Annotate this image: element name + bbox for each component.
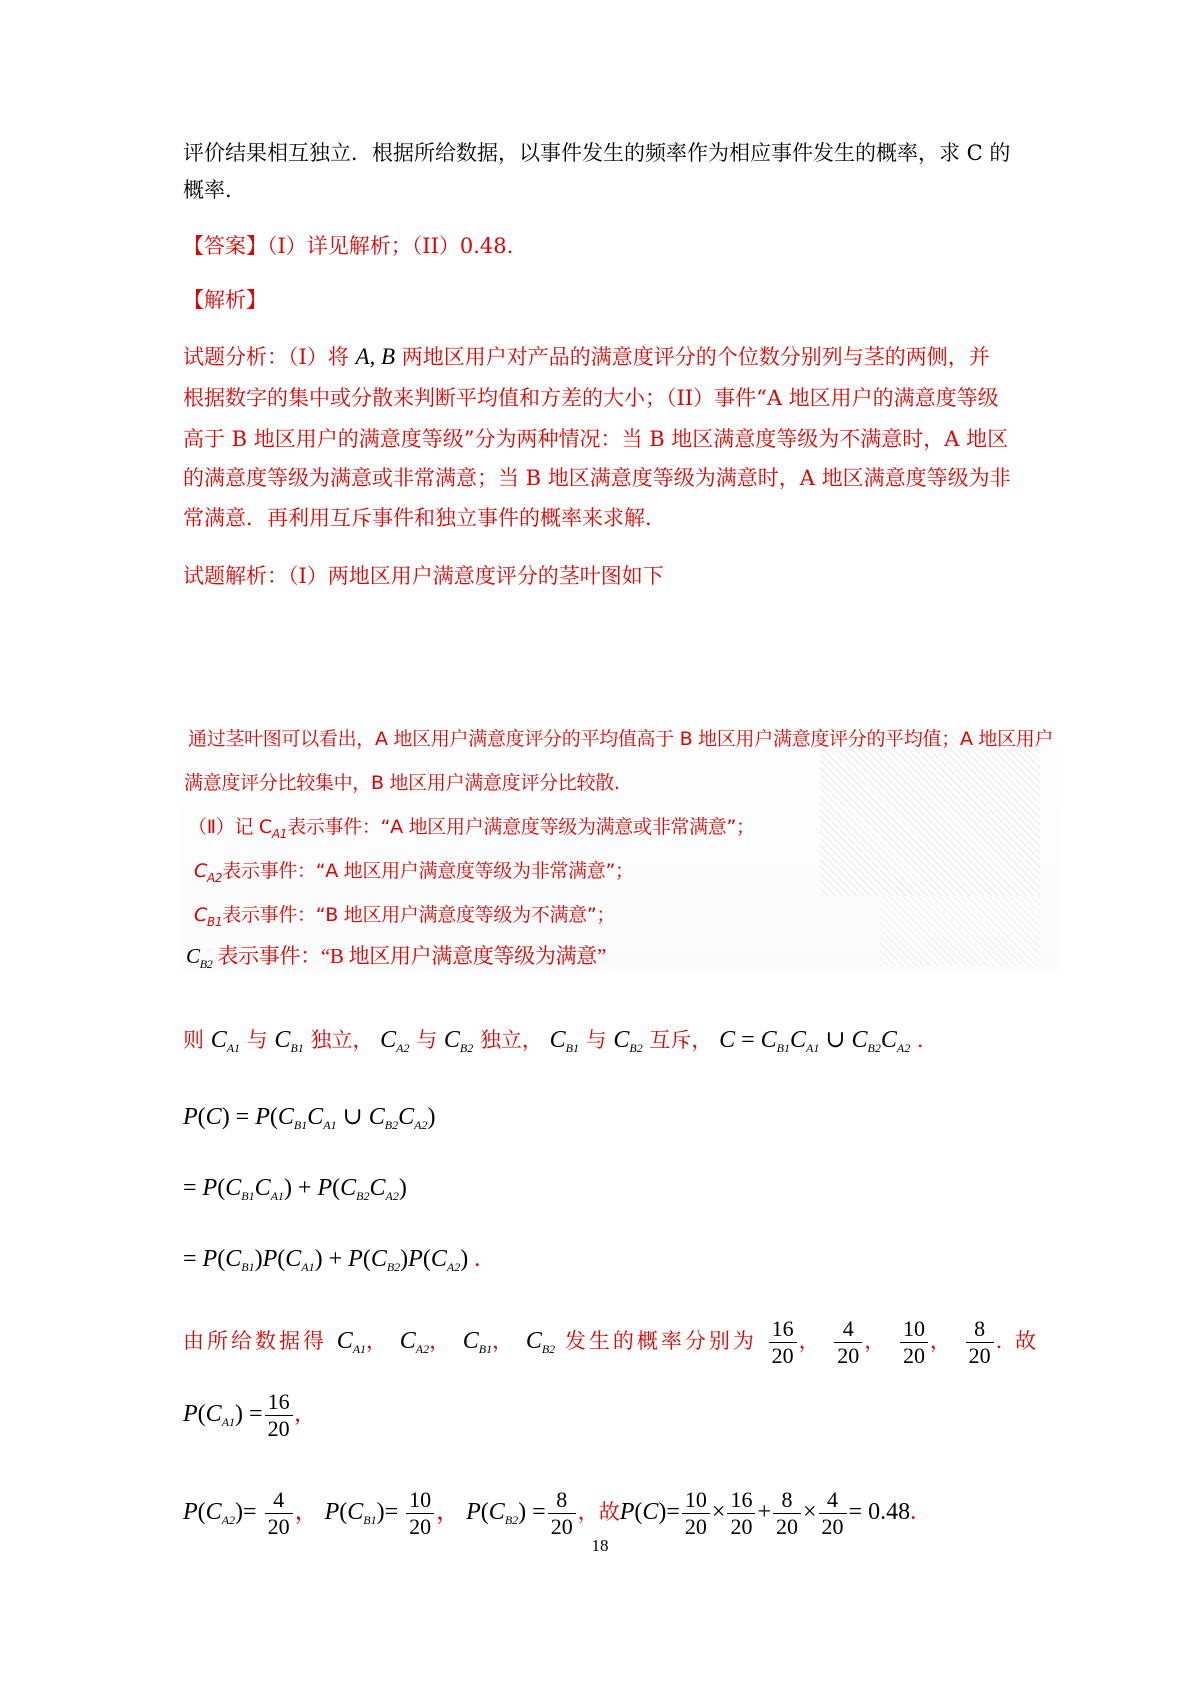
probs-mid: 发生的概率分别为: [564, 1329, 757, 1353]
then-word: 则: [183, 1028, 204, 1052]
image-line-5-rest: 表示事件：“B 地区用户满意度等级为不满意”；: [222, 904, 616, 926]
image-line-3-lead: （Ⅱ）记 C: [188, 816, 272, 838]
probs-lead: 由所给数据得: [183, 1329, 327, 1353]
probs-so: 故: [1014, 1329, 1039, 1353]
fraction-16-20: $\frac{16}{20}$: [769, 1316, 797, 1369]
analysis-line-4: 的满意度等级为满意或非常满意；当 B 地区满意度等级为满意时，A 地区满意度等级为非: [183, 466, 1011, 490]
analysis-line-5: 常满意．再利用互斥事件和独立事件的概率来求解.: [183, 506, 652, 530]
p-ca1-line: $P(C_{A1})$ = $\frac{16}{20}$ ,: [183, 1388, 301, 1441]
p-ca1-fraction: $\frac{16}{20}$: [265, 1389, 293, 1442]
and-3: 与: [585, 1028, 607, 1052]
probabilities-line: 由所给数据得 $C_{A1}$， $C_{A2}$， $C_{B1}$， $C_{B2}$ 发生的概率分别为 $\frac{16}{20}$ ， $\frac{4}{20}$ ， $\frac{10}{20}$ ， $\frac{8}{20}$ . 故: [183, 1316, 1039, 1368]
and-1: 与: [246, 1028, 268, 1052]
analysis-lead: 试题分析：（Ⅰ）将: [183, 345, 349, 369]
scan-noise: [820, 736, 1040, 896]
analysis-line-3: 高于 B 地区用户的满意度等级”分为两种情况：当 B 地区满意度等级为不满意时，A 地区: [183, 427, 1009, 451]
analysis-rest: 两地区用户对产品的满意度评分的个位数分别列与茎的两侧，并: [401, 345, 990, 369]
final-line: $P(C_{A2})=$ $\frac{4}{20}$ ， $P(C_{B1})=$ $\frac{10}{20}$ ， $P(C_{B2})$ = $\frac{8}{20}$ ，故P(C)= $\frac{10}{20}$ × $\frac{16}{20}$ + $\frac{8}{20}$ × $\frac{4}{20}$ = 0.48.: [183, 1486, 917, 1539]
image-line-3: [188, 812, 755, 841]
image-line-5-sub: B1: [206, 915, 223, 929]
analysis-ab: A, B: [355, 344, 396, 369]
answer-text: （Ⅰ）详见解析；（II）0.48: [267, 234, 507, 258]
answer-tag: 【答案】: [183, 234, 267, 258]
page-number: 18: [591, 1536, 609, 1555]
independent-1: 独立，: [310, 1028, 374, 1052]
intro-line-2: 概率.: [183, 178, 232, 202]
image-line-4: $C_{A2}$表示事件：“A 地区用户满意度等级为非常满意”；: [194, 860, 634, 885]
scan-noise: [880, 896, 1040, 966]
image-line-1: 通过茎叶图可以看出，A 地区用户满意度评分的平均值高于 B 地区用户满意度评分的平均值；A 地区用户: [188, 728, 1054, 750]
image-line-2: 满意度评分比较集中，B 地区用户满意度评分比较散.: [184, 772, 620, 794]
image-line-4-sub: A2: [206, 871, 223, 885]
final-result: 0.48: [868, 1499, 911, 1525]
image-line-3-rest: 表示事件：“A 地区用户满意度等级为满意或非常满意”；: [287, 816, 755, 838]
final-so: 故: [598, 1500, 620, 1524]
independent-2: 独立，: [479, 1028, 543, 1052]
image-line-6-sub: B2: [199, 957, 213, 971]
solution-title: 试题解析：（Ⅰ）两地区用户满意度评分的茎叶图如下: [183, 564, 664, 588]
answer-end: .: [506, 234, 514, 258]
image-line-3-sub: A1: [271, 827, 288, 841]
answer-line: [183, 231, 513, 261]
image-line-6: $C_{B2}$ 表示事件：“B 地区用户满意度等级为满意”: [186, 944, 607, 971]
image-line-5: $C_{B1}$表示事件：“B 地区用户满意度等级为不满意”；: [194, 904, 616, 929]
analysis-line-2: 根据数字的集中或分散来判断平均值和方差的大小；（II）事件“A 地区用户的满意度等级: [183, 386, 999, 410]
independence-line: 则 $C_{A1}$ 与 $C_{B1}$ 独立， $C_{A2}$ 与 $C_{B2}$ 独立， $C_{B1}$ 与 $C_{B2}$ 互斥， $C = C_{B1}C_{A1}$ ∪ $C_{B2}C_{A2}$ .: [183, 1027, 924, 1055]
analysis-tag: 【解析】: [183, 288, 267, 312]
image-line-6-rest: 表示事件：“B 地区用户满意度等级为满意”: [217, 944, 607, 968]
stem-leaf-conclusion-image: [180, 716, 1060, 972]
equation-line-3: = $P(C_{B1})P(C_{A1}) + P(C_{B2})P(C_{A2})$ .: [183, 1246, 481, 1274]
analysis-line-1: [183, 342, 990, 372]
equation-line-1: $P(C) = P(C_{B1}C_{A1}$ ∪ $C_{B2}C_{A2}$): [183, 1104, 436, 1132]
fraction-10-20: $\frac{10}{20}$: [900, 1316, 928, 1369]
equation-line-2: = $P(C_{B1}C_{A1}) + P(C_{B2}C_{A2})$: [183, 1175, 407, 1203]
and-2: 与: [416, 1028, 438, 1052]
intro-line-1: 评价结果相互独立．根据所给数据，以事件发生的频率作为相应事件发生的概率，求 C 的: [183, 141, 1011, 165]
fraction-4-20: $\frac{4}{20}$: [834, 1316, 862, 1369]
image-line-4-rest: 表示事件：“A 地区用户满意度等级为非常满意”；: [222, 860, 634, 882]
fraction-8-20: $\frac{8}{20}$: [966, 1316, 994, 1369]
exclusive: 互斥，: [649, 1028, 713, 1052]
